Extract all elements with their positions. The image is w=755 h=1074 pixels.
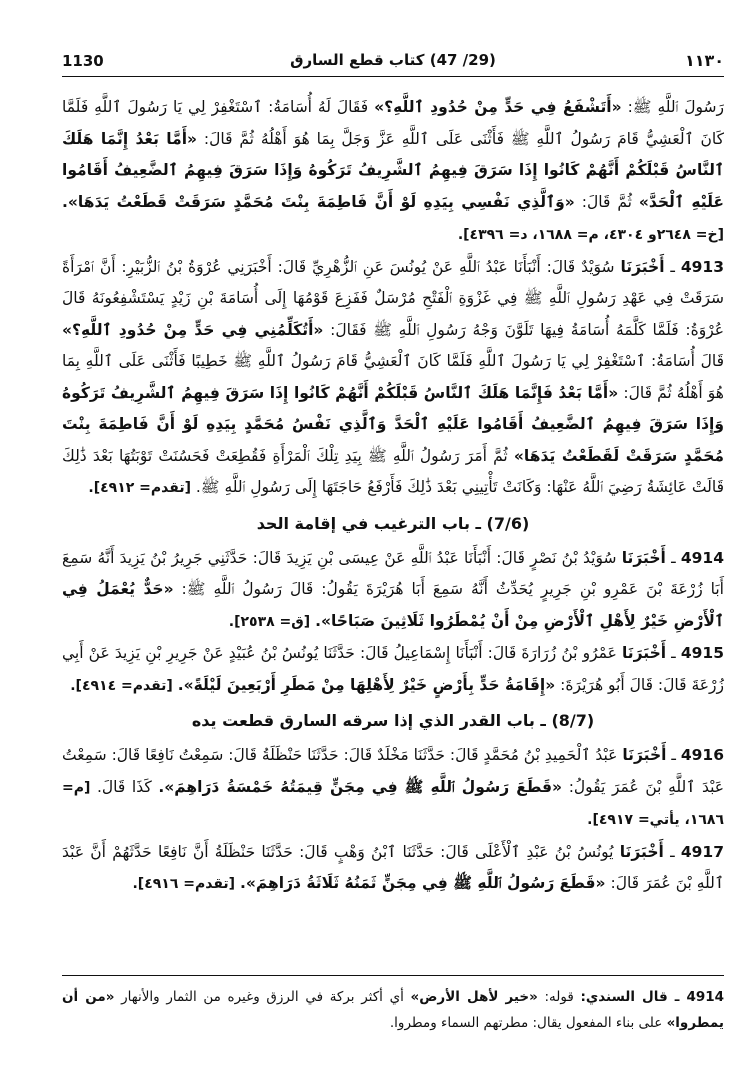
hadith-number: 4916 (680, 746, 724, 764)
hadith-continuation (62, 92, 724, 252)
chapter-heading: (7/6) ـ باب الترغيب في إقامة الحد (256, 513, 530, 533)
footnotes (62, 984, 724, 1036)
cross-reference: [تقدم= ٤٩١٦]. (132, 876, 240, 892)
narration-opening: أَخْبَرَنَا (619, 842, 664, 861)
hadith-4915: 4915 ـ أَخْبَرَنَا عَمْرُو بْنُ زُرَارَةَ قَالَ: أَنْبَأَنَا إِسْمَاعِيلُ قَالَ: حَدَّثَنَا يُونُسُ بْنُ عُبَيْدٍ عَنْ جَرِيرِ بْنِ يَزِيدَ عَنْ أَبِي زُرْعَةَ قَالَ: قَالَ أَبُو هُرَيْرَةَ: «إِقَامَةُ حَدٍّ بِأَرْضٍ خَيْرٌ لِأَهْلِهَا مِنْ مَطَرِ أَرْبَعِينَ لَيْلَةً». [تقدم= ٤٩١٤]. (62, 644, 724, 694)
cross-reference: [م= ١٦٨٦، يأتي= ٤٩١٧]. (62, 779, 724, 828)
prophetic-quote: «قَطَعَ رَسُولُ ٱللَّهِ ﷺ فِي مِجَنٍّ ثَمَنُهُ ثَلَاثَةُ دَرَاهِمَ». (239, 874, 606, 892)
text-segment: على بناء المفعول يقال: مطرتهم السماء ومطروا. (389, 1015, 667, 1031)
prophetic-quote: «إِقَامَةُ حَدٍّ بِأَرْضٍ خَيْرٌ لِأَهْلِهَا مِنْ مَطَرِ أَرْبَعِينَ لَيْلَةً». (177, 675, 556, 694)
footnote-divider (62, 975, 724, 976)
prophetic-quote: «قَطَعَ رَسُولُ ٱللَّهِ ﷺ فِي مِجَنٍّ قِيمَتُهُ خَمْسَةُ دَرَاهِمَ». (158, 777, 563, 796)
running-header (62, 48, 724, 77)
text-segment: عَبْدُ ٱلْحَمِيدِ بْنُ مُحَمَّدٍ قَالَ: حَدَّثَنَا مَخْلَدٌ قَالَ: حَدَّثَنَا حَنْظَلَةُ قَالَ: سَمِعْتُ نَافِعًا قَالَ: سَمِعْتُ عَبْدَ ٱللَّهِ بْنَ عُمَرَ يَقُولُ: (62, 746, 725, 796)
hadith-number: 4913 (680, 257, 724, 276)
page-number-arabic: ١١٣٠ (684, 51, 724, 70)
cross-reference: [ق= ٢٥٣٨]. (228, 613, 316, 630)
narration-opening: أَخْبَرَنَا (620, 257, 665, 276)
text-segment: سُوَيْدُ بْنُ نَصْرٍ قَالَ: أَنْبَأَنَا عَبْدُ ٱللَّهِ عَنْ عِيسَى بْنِ يَزِيدَ قَالَ: حَدَّثَنِي جَرِيرُ بْنُ يَزِيدَ أَنَّهُ سَمِعَ أَبَا زُرْعَةَ بْنَ عَمْرِو بْنِ جَرِيرٍ يُحَدِّثُ أَنَّهُ سَمِعَ أَبَا هُرَيْرَةَ يَقُولُ: قَالَ رَسُولُ ٱللَّهِ ﷺ: (62, 548, 724, 598)
hadith-number: 4914 (680, 548, 724, 567)
main-text (62, 92, 724, 901)
text-segment: ثُمَّ قَالَ: (574, 192, 639, 211)
hadith-4917: 4917 ـ أَخْبَرَنَا يُونُسُ بْنُ عَبْدِ ٱلْأَعْلَى قَالَ: حَدَّثَنَا ٱبْنُ وَهْبٍ قَالَ: حَدَّثَنَا حَنْظَلَةُ أَنَّ نَافِعًا حَدَّثَهُمْ أَنَّ عَبْدَ ٱللَّهِ بْنَ عُمَرَ قَالَ: «قَطَعَ رَسُولُ ٱللَّهِ ﷺ فِي مِجَنٍّ ثَمَنُهُ ثَلَاثَةُ دَرَاهِمَ». [تقدم= ٤٩١٦]. (62, 842, 724, 892)
prophetic-quote: «أَتُكَلِّمُنِي فِي حَدٍّ مِنْ حُدُودِ ٱللَّهِ؟» (62, 320, 324, 339)
text-segment: قوله: (537, 989, 581, 1005)
hadith-number: 4917 (680, 842, 724, 861)
quoted-phrase: «من أن يمطروا» (62, 989, 724, 1031)
cross-reference: [تقدم= ٤٩١٢]. (88, 480, 196, 496)
hadith-number: 4915 (680, 644, 724, 662)
text-segment: كَذَا قَالَ. (96, 777, 159, 796)
footnote-4914 (62, 984, 724, 1036)
prophetic-quote: «وَٱلَّذِي نَفْسِي بِيَدِهِ لَوْ أَنَّ فَاطِمَةَ بِنْتَ مُحَمَّدٍ سَرَقَتْ قَطَعْتُ يَدَهَا». (62, 192, 575, 211)
hadith-4916: 4916 ـ أَخْبَرَنَا عَبْدُ ٱلْحَمِيدِ بْنُ مُحَمَّدٍ قَالَ: حَدَّثَنَا مَخْلَدٌ قَالَ: حَدَّثَنَا حَنْظَلَةُ قَالَ: سَمِعْتُ نَافِعًا قَالَ: سَمِعْتُ عَبْدَ ٱللَّهِ بْنَ عُمَرَ يَقُولُ: «قَطَعَ رَسُولُ ٱللَّهِ ﷺ فِي مِجَنٍّ قِيمَتُهُ خَمْسَةُ دَرَاهِمَ». كَذَا قَالَ. [م= ١٦٨٦، يأتي= ٤٩١٧]. (62, 746, 725, 828)
page-number-latin: 1130 (62, 52, 104, 70)
quoted-phrase: «خير لأهل الأرض» (410, 989, 538, 1005)
prophetic-quote: «أَتَشْفَعُ فِي حَدٍّ مِنْ حُدُودِ ٱللَّهِ؟» (374, 98, 622, 116)
text-segment: ثُمَّ أَمَرَ رَسُولُ ٱللَّهِ ﷺ بِيَدِ تِلْكَ ٱلْمَرْأَةِ فَقُطِعَتْ فَحَسُنَتْ تَوْبَتُهَا بَعْدَ ذَٰلِكَ قَالَتْ عَائِشَةُ رَضِيَ ٱللَّهُ عَنْهَا: وَكَانَتْ تَأْتِينِي بَعْدَ ذَٰلِكَ فَأَرْفَعُ حَاجَتَهَا إِلَى رَسُولِ ٱللَّهِ ﷺ. (62, 446, 724, 496)
hadith-4914: 4914 ـ أَخْبَرَنَا سُوَيْدُ بْنُ نَصْرٍ قَالَ: أَنْبَأَنَا عَبْدُ ٱللَّهِ عَنْ عِيسَى بْنِ يَزِيدَ قَالَ: حَدَّثَنِي جَرِيرُ بْنُ يَزِيدَ أَنَّهُ سَمِعَ أَبَا زُرْعَةَ بْنَ عَمْرِو بْنِ جَرِيرٍ يُحَدِّثُ أَنَّهُ سَمِعَ أَبَا هُرَيْرَةَ يَقُولُ: قَالَ رَسُولُ ٱللَّهِ ﷺ: «حَدٌّ يُعْمَلُ فِي ٱلْأَرْضِ خَيْرٌ لِأَهْلِ ٱلْأَرْضِ مِنْ أَنْ يُمْطَرُوا ثَلَاثِينَ صَبَاحًا». [ق= ٢٥٣٨]. (62, 548, 724, 630)
prophetic-quote: «حَدٌّ يُعْمَلُ فِي ٱلْأَرْضِ خَيْرٌ لِأَهْلِ ٱلْأَرْضِ مِنْ أَنْ يُمْطَرُوا ثَلَاثِينَ صَبَاحًا». (62, 580, 724, 630)
cross-reference: [تقدم= ٤٩١٤]. (70, 677, 178, 694)
chapter-reference: (29/ 47) كتاب قطع السارق (290, 51, 496, 69)
text-segment: قَالَ أُسَامَةُ: ٱسْتَغْفِرْ لِي يَا رَسُولَ ٱللَّهِ فَلَمَّا كَانَ ٱلْعَشِيُّ قَامَ رَسُولُ ٱللَّهِ ﷺ خَطِيبًا فَأَثْنَى عَلَى ٱللَّهِ بِمَا هُوَ أَهْلُهُ ثُمَّ قَالَ: (62, 352, 724, 402)
text-segment: رَسُولَ ٱللَّهِ ﷺ: (621, 98, 724, 116)
chapter-heading: (8/7) ـ باب القدر الذي إذا سرقه السارق قطعت يده (191, 711, 595, 730)
text-segment: سُوَيْدٌ قَالَ: أَنْبَأَنَا عَبْدُ ٱللَّهِ عَنْ يُونُسَ عَنِ ٱلزُّهْرِيِّ قَالَ: أَخْبَرَنِي عُرْوَةُ بْنُ ٱلزُّبَيْرِ: أَنَّ ٱمْرَأَةً سَرَقَتْ فِي عَهْدِ رَسُولِ ٱللَّهِ ﷺ فِي غَزْوَةِ ٱلْفَتْحِ مُرْسَلٌ فَفَزِعَ قَوْمُهَا إِلَى أُسَامَةَ بْنِ زَيْدٍ يَسْتَشْفِعُونَهُ قَالَ عُرْوَةُ: فَلَمَّا كَلَّمَهُ أُسَامَةُ فِيهَا تَلَوَّنَ وَجْهُ رَسُولِ ٱللَّهِ ﷺ فَقَالَ: (62, 257, 724, 339)
cross-reference: [خ= ٢٦٤٨و ٤٣٠٤، م= ١٦٨٨، د= ٤٣٩٦]. (457, 227, 724, 243)
text-segment: عَمْرُو بْنُ زُرَارَةَ قَالَ: أَنْبَأَنَا إِسْمَاعِيلُ قَالَ: حَدَّثَنَا يُونُسُ بْنُ عُبَيْدٍ عَنْ جَرِيرِ بْنِ يَزِيدَ عَنْ أَبِي زُرْعَةَ قَالَ: قَالَ أَبُو هُرَيْرَةَ: (62, 644, 724, 694)
narration-opening: أَخْبَرَنَا (622, 746, 667, 764)
prophetic-quote: «أَمَّا بَعْدُ إِنَّمَا هَلَكَ ٱلنَّاسُ قَبْلَكُمْ أَنَّهُمْ كَانُوا إِذَا سَرَقَ فِيهِمُ ٱلشَّرِيفُ تَرَكُوهُ وَإِذَا سَرَقَ فِيهِمُ ٱلضَّعِيفُ أَقَامُوا عَلَيْهِ ٱلْحَدَّ» (62, 129, 725, 211)
footnote-lead: 4914 ـ قال السندي: (580, 989, 725, 1005)
text-segment: فَقَالَ لَهُ أُسَامَةُ: ٱسْتَغْفِرْ لِي يَا رَسُولَ ٱللَّهِ فَلَمَّا كَانَ ٱلْعَشِيُّ قَامَ رَسُولُ ٱللَّهِ ﷺ فَأَثْنَى عَلَى ٱللَّهِ عَزَّ وَجَلَّ بِمَا هُوَ أَهْلُهُ ثُمَّ قَالَ: (62, 98, 724, 148)
narration-opening: أَخْبَرَنَا (621, 644, 667, 662)
text-segment: يُونُسُ بْنُ عَبْدِ ٱلْأَعْلَى قَالَ: حَدَّثَنَا ٱبْنُ وَهْبٍ قَالَ: حَدَّثَنَا حَنْظَلَةُ أَنَّ نَافِعًا حَدَّثَهُمْ أَنَّ عَبْدَ ٱللَّهِ بْنَ عُمَرَ قَالَ: (62, 842, 724, 892)
text-segment: أي أكثر بركة في الرزق وغيره من الثمار والأنهار (114, 989, 411, 1005)
hadith-4913: 4913 ـ أَخْبَرَنَا سُوَيْدٌ قَالَ: أَنْبَأَنَا عَبْدُ ٱللَّهِ عَنْ يُونُسَ عَنِ ٱلزُّهْرِيِّ قَالَ: أَخْبَرَنِي عُرْوَةُ بْنُ ٱلزُّبَيْرِ: أَنَّ ٱمْرَأَةً سَرَقَتْ فِي عَهْدِ رَسُولِ ٱللَّهِ ﷺ فِي غَزْوَةِ ٱلْفَتْحِ مُرْسَلٌ فَفَزِعَ قَوْمُهَا إِلَى أُسَامَةَ بْنِ زَيْدٍ يَسْتَشْفِعُونَهُ قَالَ عُرْوَةُ: فَلَمَّا كَلَّمَهُ أُسَامَةُ فِيهَا تَلَوَّنَ وَجْهُ رَسُولِ ٱللَّهِ ﷺ فَقَالَ: «أَتُكَلِّمُنِي فِي حَدٍّ مِنْ حُدُودِ ٱللَّهِ؟» قَالَ أُسَامَةُ: ٱسْتَغْفِرْ لِي يَا رَسُولَ ٱللَّهِ فَلَمَّا كَانَ ٱلْعَشِيُّ قَامَ رَسُولُ ٱللَّهِ ﷺ خَطِيبًا فَأَثْنَى عَلَى ٱللَّهِ بِمَا هُوَ أَهْلُهُ ثُمَّ قَالَ: «أَمَّا بَعْدُ فَإِنَّمَا هَلَكَ ٱلنَّاسُ قَبْلَكُمْ أَنَّهُمْ كَانُوا إِذَا سَرَقَ فِيهِمُ ٱلشَّرِيفُ تَرَكُوهُ وَإِذَا سَرَقَ فِيهِمُ ٱلضَّعِيفُ أَقَامُوا عَلَيْهِ ٱلْحَدَّ وَٱلَّذِي نَفْسُ مُحَمَّدٍ بِيَدِهِ لَوْ أَنَّ فَاطِمَةَ بِنْتَ مُحَمَّدٍ سَرَقَتْ لَقَطَعْتُ يَدَهَا» ثُمَّ أَمَرَ رَسُولُ ٱللَّهِ ﷺ بِيَدِ تِلْكَ ٱلْمَرْأَةِ فَقُطِعَتْ فَحَسُنَتْ تَوْبَتُهَا بَعْدَ ذَٰلِكَ قَالَتْ عَائِشَةُ رَضِيَ ٱللَّهُ عَنْهَا: وَكَانَتْ تَأْتِينِي بَعْدَ ذَٰلِكَ فَأَرْفَعُ حَاجَتَهَا إِلَى رَسُولِ ٱللَّهِ ﷺ. [تقدم= ٤٩١٢]. (62, 257, 724, 496)
narration-opening: أَخْبَرَنَا (621, 548, 666, 567)
prophetic-quote: «أَمَّا بَعْدُ فَإِنَّمَا هَلَكَ ٱلنَّاسُ قَبْلَكُمْ أَنَّهُمْ كَانُوا إِذَا سَرَقَ فِيهِمُ ٱلشَّرِيفُ تَرَكُوهُ وَإِذَا سَرَقَ فِيهِمُ ٱلضَّعِيفُ أَقَامُوا عَلَيْهِ ٱلْحَدَّ وَٱلَّذِي نَفْسُ مُحَمَّدٍ بِيَدِهِ لَوْ أَنَّ فَاطِمَةَ بِنْتَ مُحَمَّدٍ سَرَقَتْ لَقَطَعْتُ يَدَهَا» (62, 383, 724, 465)
